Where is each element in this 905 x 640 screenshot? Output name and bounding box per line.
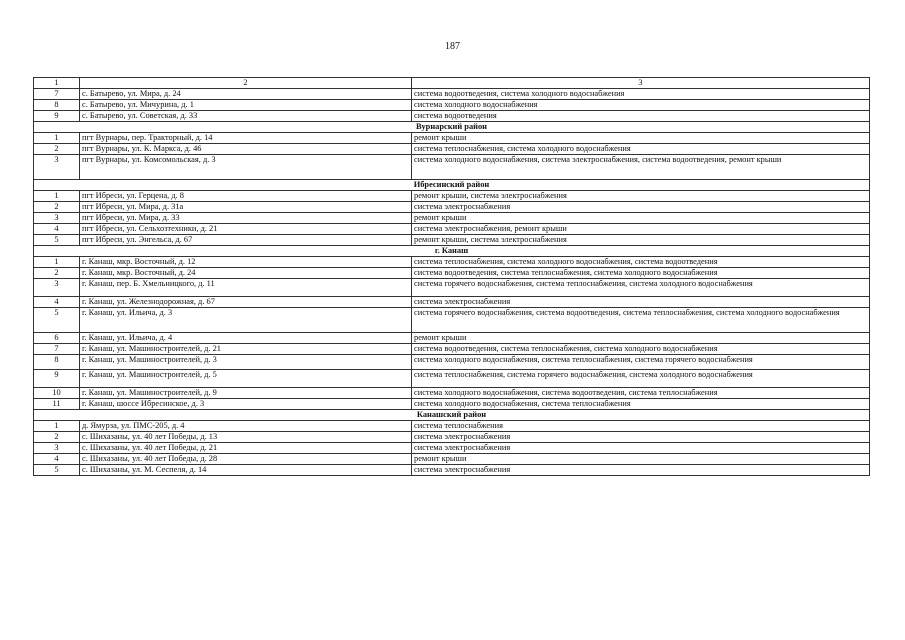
row-number-cell: 8 [34, 100, 80, 111]
table-row [34, 191, 870, 202]
table-row [34, 421, 870, 432]
section-title: г. Канаш [34, 246, 870, 257]
table-row [34, 155, 870, 180]
works-cell: ремонт крыши [412, 133, 870, 144]
works-cell: система электроснабжения [412, 432, 870, 443]
row-number-cell: 5 [34, 235, 80, 246]
works-cell: система горячего водоснабжения, система водоотведения, система теплоснабжения, система холодного водоснабжения [412, 308, 870, 333]
page-number: 187 [445, 41, 460, 52]
works-cell: ремонт крыши [412, 454, 870, 465]
address-cell: пгт Ибреси, ул. Мира, д. 31а [80, 202, 412, 213]
works-cell: система электроснабжения [412, 443, 870, 454]
table-row [34, 100, 870, 111]
works-cell: ремонт крыши, система электроснабжения [412, 191, 870, 202]
address-cell: с. Батырево, ул. Советская, д. 33 [80, 111, 412, 122]
row-number-cell: 1 [34, 191, 80, 202]
works-cell: система холодного водоснабжения, система теплоснабжения, система горячего водоснабжения [412, 355, 870, 370]
table-row [34, 268, 870, 279]
row-number-cell: 1 [34, 133, 80, 144]
address-cell: г. Канаш, пер. Б. Хмельницкого, д. 11 [80, 279, 412, 297]
address-cell: с. Батырево, ул. Мира, д. 24 [80, 89, 412, 100]
row-number-cell: 9 [34, 370, 80, 388]
table-row [34, 333, 870, 344]
works-cell: ремонт крыши [412, 333, 870, 344]
section-title: Вурнарский район [34, 122, 870, 133]
address-cell: г. Канаш, ул. Ильича, д. 4 [80, 333, 412, 344]
works-cell: система холодного водоснабжения [412, 100, 870, 111]
works-cell: система теплоснабжения, система холодного водоснабжения [412, 144, 870, 155]
works-cell: система холодного водоснабжения, система теплоснабжения [412, 399, 870, 410]
row-number-cell: 4 [34, 297, 80, 308]
works-cell: система водоотведения, система теплоснабжения, система холодного водоснабжения [412, 268, 870, 279]
address-cell: с. Шихазаны, ул. 40 лет Победы, д. 13 [80, 432, 412, 443]
row-number-cell: 3 [34, 279, 80, 297]
table-row [34, 133, 870, 144]
works-cell: система теплоснабжения, система горячего водоснабжения, система холодного водоснабжения [412, 370, 870, 388]
section-row [34, 180, 870, 191]
table-row [34, 297, 870, 308]
row-number-cell: 2 [34, 432, 80, 443]
address-cell: с. Шихазаны, ул. 40 лет Победы, д. 21 [80, 443, 412, 454]
table-row [34, 202, 870, 213]
row-number-cell: 5 [34, 308, 80, 333]
row-number-cell: 6 [34, 333, 80, 344]
address-cell: пгт Вурнары, ул. К. Маркса, д. 46 [80, 144, 412, 155]
row-number-cell: 8 [34, 355, 80, 370]
row-number-cell: 2 [34, 268, 80, 279]
row-number-cell: 3 [34, 443, 80, 454]
address-cell: пгт Ибреси, ул. Герцена, д. 8 [80, 191, 412, 202]
column-header-works: 3 [412, 78, 870, 89]
table-row [34, 399, 870, 410]
table-row [34, 89, 870, 100]
address-cell: г. Канаш, мкр. Восточный, д. 12 [80, 257, 412, 268]
works-cell: ремонт крыши, система электроснабжения [412, 235, 870, 246]
table-header-row [34, 78, 870, 89]
works-cell: система холодного водоснабжения, система водоотведения, система теплоснабжения [412, 388, 870, 399]
address-cell: пгт Ибреси, ул. Мира, д. 33 [80, 213, 412, 224]
address-cell: с. Шихазаны, ул. 40 лет Победы, д. 28 [80, 454, 412, 465]
data-table [33, 77, 870, 476]
row-number-cell: 2 [34, 144, 80, 155]
row-number-cell: 3 [34, 155, 80, 180]
section-title: Ибресинский район [34, 180, 870, 191]
table-row [34, 344, 870, 355]
section-row [34, 246, 870, 257]
table-row [34, 443, 870, 454]
works-cell: система водоотведения [412, 111, 870, 122]
address-cell: г. Канаш, ул. Ильича, д. 3 [80, 308, 412, 333]
table-row [34, 257, 870, 268]
works-cell: система электроснабжения [412, 202, 870, 213]
address-cell: г. Канаш, шоссе Ибресинское, д. 3 [80, 399, 412, 410]
works-cell: система теплоснабжения, система холодного водоснабжения, система водоотведения [412, 257, 870, 268]
table-row [34, 111, 870, 122]
column-header-address: 2 [80, 78, 412, 89]
works-cell: система холодного водоснабжения, система электроснабжения, система водоотведения, ремонт крыши [412, 155, 870, 180]
table-row [34, 388, 870, 399]
table-row [34, 213, 870, 224]
works-cell: система электроснабжения, ремонт крыши [412, 224, 870, 235]
works-cell: система электроснабжения [412, 465, 870, 476]
address-cell: с. Шихазаны, ул. М. Сеспеля, д. 14 [80, 465, 412, 476]
row-number-cell: 4 [34, 224, 80, 235]
table-row [34, 370, 870, 388]
section-row [34, 122, 870, 133]
address-cell: д. Ямурза, ул. ПМС-205, д. 4 [80, 421, 412, 432]
address-cell: г. Канаш, ул. Машиностроителей, д. 21 [80, 344, 412, 355]
address-cell: г. Канаш, ул. Машиностроителей, д. 5 [80, 370, 412, 388]
row-number-cell: 5 [34, 465, 80, 476]
table-row [34, 465, 870, 476]
row-number-cell: 11 [34, 399, 80, 410]
address-cell: пгт Вурнары, пер. Тракторный, д. 14 [80, 133, 412, 144]
works-cell: система электроснабжения [412, 297, 870, 308]
works-cell: система водоотведения, система теплоснабжения, система холодного водоснабжения [412, 344, 870, 355]
address-cell: г. Канаш, ул. Железнодорожная, д. 67 [80, 297, 412, 308]
table-row [34, 279, 870, 297]
row-number-cell: 3 [34, 213, 80, 224]
table-row [34, 235, 870, 246]
address-cell: пгт Вурнары, ул. Комсомольская, д. 3 [80, 155, 412, 180]
address-cell: пгт Ибреси, ул. Сельхозтехники, д. 21 [80, 224, 412, 235]
table-row [34, 224, 870, 235]
address-cell: г. Канаш, мкр. Восточный, д. 24 [80, 268, 412, 279]
address-cell: пгт Ибреси, ул. Энгельса, д. 67 [80, 235, 412, 246]
row-number-cell: 7 [34, 89, 80, 100]
row-number-cell: 9 [34, 111, 80, 122]
row-number-cell: 4 [34, 454, 80, 465]
row-number-cell: 2 [34, 202, 80, 213]
address-cell: г. Канаш, ул. Машиностроителей, д. 3 [80, 355, 412, 370]
section-row [34, 410, 870, 421]
row-number-cell: 7 [34, 344, 80, 355]
table-row [34, 355, 870, 370]
row-number-cell: 1 [34, 257, 80, 268]
works-cell: система горячего водоснабжения, система теплоснабжения, система холодного водоснабжения [412, 279, 870, 297]
table-body [34, 78, 870, 476]
table-row [34, 454, 870, 465]
works-cell: система теплоснабжения [412, 421, 870, 432]
row-number-cell: 1 [34, 421, 80, 432]
address-cell: с. Батырево, ул. Мичурина, д. 1 [80, 100, 412, 111]
table-row [34, 432, 870, 443]
works-cell: ремонт крыши [412, 213, 870, 224]
table-row [34, 308, 870, 333]
table-row [34, 144, 870, 155]
works-cell: система водоотведения, система холодного водоснабжения [412, 89, 870, 100]
address-cell: г. Канаш, ул. Машиностроителей, д. 9 [80, 388, 412, 399]
section-title: Канашский район [34, 410, 870, 421]
column-header-number: 1 [34, 78, 80, 89]
row-number-cell: 10 [34, 388, 80, 399]
